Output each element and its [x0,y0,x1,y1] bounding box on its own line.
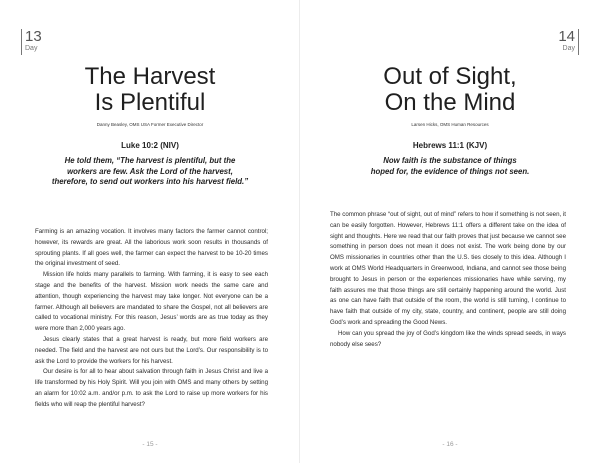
devotional-body [330,210,566,350]
day-marker [21,29,42,55]
scripture-reference: Luke 10:2 (NIV) [121,141,179,150]
verse-line: Now faith is the substance of things [383,156,517,165]
title-line: Out of Sight, [383,63,517,90]
scripture-verse [342,156,558,177]
title-line: The Harvest [84,63,216,90]
day-label: Day [25,45,38,52]
verse-line: He told them, “The harvest is plentiful, but the [64,156,236,165]
scripture-reference: Hebrews 11:1 (KJV) [412,141,488,150]
right-page [300,0,600,463]
day-marker [558,29,579,55]
verse-line: workers are few. Ask the Lord of the harvest, [67,166,233,176]
page-title [0,64,300,116]
verse-line: therefore, to send out workers into his harvest field.” [51,177,249,187]
author-credit: Danny Beasley, OMS USA Former Executive Director [96,122,204,127]
paragraph: Jesus clearly states that a great harvest is ready, but more field workers are needed. The field and the harvest are not ours but the Lord’s. Our responsibility is to ask the Lord to provide the workers for his harvest. [35,335,268,365]
devotional-body [35,227,268,411]
scripture-verse [42,156,258,188]
paragraph: Farming is an amazing vocation. It involves many factors the farmer cannot control; however, its rewards are great. All the laborious work soon results in thousands of sprouting plants. If all goes well, the farmer can expect the harvest to be 10-20 times the original investment of seed. [35,228,268,268]
verse-line: hoped for, the evidence of things not seen. [370,166,530,176]
paragraph: Our desire is for all to hear about salvation through faith in Jesus Christ and live a life transformed by his Holy Spirit. Will you join with OMS and many others by setting an alarm for 10:02 a.m. and/or p.m. to ask the Lord to raise up more workers for his fields who will reap the plentiful harvest? [35,368,268,408]
paragraph: The common phrase “out of sight, out of mind” refers to how if something is not seen, it can be easily forgotten. However, Hebrews 11:1 offers a different take on the idea of sight and thoughts. Here we read that our faith proves that just because we cannot see something in person does not mean it does not exist. The work being done by our OMS missionaries in countries other than the U.S. ties closely to this idea. Although I work at OMS World Headquarters in Greenwood, Indiana, and cannot see those being brought to Jesus in person or the experiences missionaries have while serving, my faith assures me that those things are still certainly happening around the world. Just as one can have faith that outside of the room, the world is still turning, I continue to have faith that outside of my city, state, country, and continent, people are still doing God’s work and spreading the Good News. [330,211,566,326]
day-number: 13 [25,28,42,45]
title-line: On the Mind [384,89,516,116]
day-label: Day [562,45,575,52]
title-line: Is Plentiful [94,89,206,116]
paragraph: How can you spread the joy of God’s kingdom like the winds spread seeds, in ways nobody else sees? [330,329,566,348]
page-number: - 16 - [442,441,458,448]
paragraph: Mission life holds many parallels to farming. With farming, it is easy to see each stage and the benefits of the harvest. Mission work needs the same care and attention, though experiencing the harvest may take longer. Not everyone can be a farmer. Although all believers are mandated to share the Gospel, not all believers are called to vocational ministry. For this reason, Jesus’ words are as true today as they were more than 2,000 years ago. [35,271,268,333]
day-number: 14 [558,28,575,45]
page-number: - 15 - [142,441,158,448]
page-title [300,64,600,116]
author-credit: Larsen Hicks, OMS Human Resources [411,122,489,127]
